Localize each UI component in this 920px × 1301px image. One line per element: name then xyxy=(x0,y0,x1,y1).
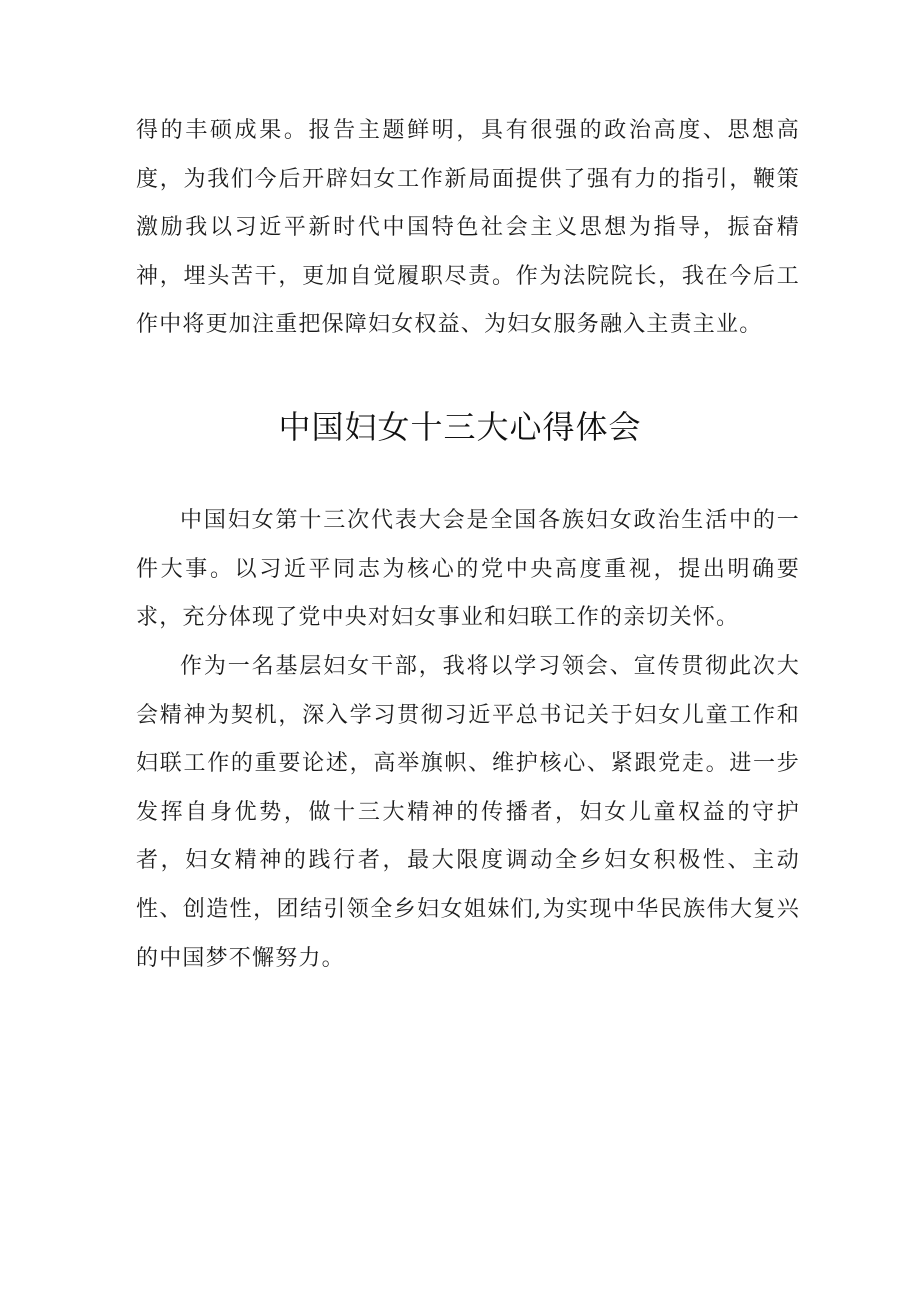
body-paragraph: 中国妇女第十三次代表大会是全国各族妇女政治生活中的一件大事。以习近平同志为核心的党中央高度重视，提出明确要求，充分体现了党中央对妇女事业和妇联工作的亲切关怀。 xyxy=(136,508,800,631)
section-title: 中国妇女十三大心得体会 xyxy=(278,408,642,446)
continued-paragraph: 得的丰硕成果。报告主题鲜明，具有很强的政治高度、思想高度，为我们今后开辟妇女工作新局面提供了强有力的指引，鞭策激励我以习近平新时代中国特色社会主义思想为指导，振奋精神，埋头苦干，更加自觉履职尽责。作为法院院长，我在今后工作中将更加注重把保障妇女权益、为妇女服务融入主责主业。 xyxy=(136,118,800,338)
body-paragraph: 作为一名基层妇女干部，我将以学习领会、宣传贯彻此次大会精神为契机，深入学习贯彻习近平总书记关于妇女儿童工作和妇联工作的重要论述，高举旗帜、维护核心、紧跟党走。进一步发挥自身优势，做十三大精神的传播者，妇女儿童权益的守护者，妇女精神的践行者，最大限度调动全乡妇女积极性、主动性、创造性，团结引领全乡妇女姐妹们,为实现中华民族伟大复兴的中国梦不懈努力。 xyxy=(136,654,800,971)
